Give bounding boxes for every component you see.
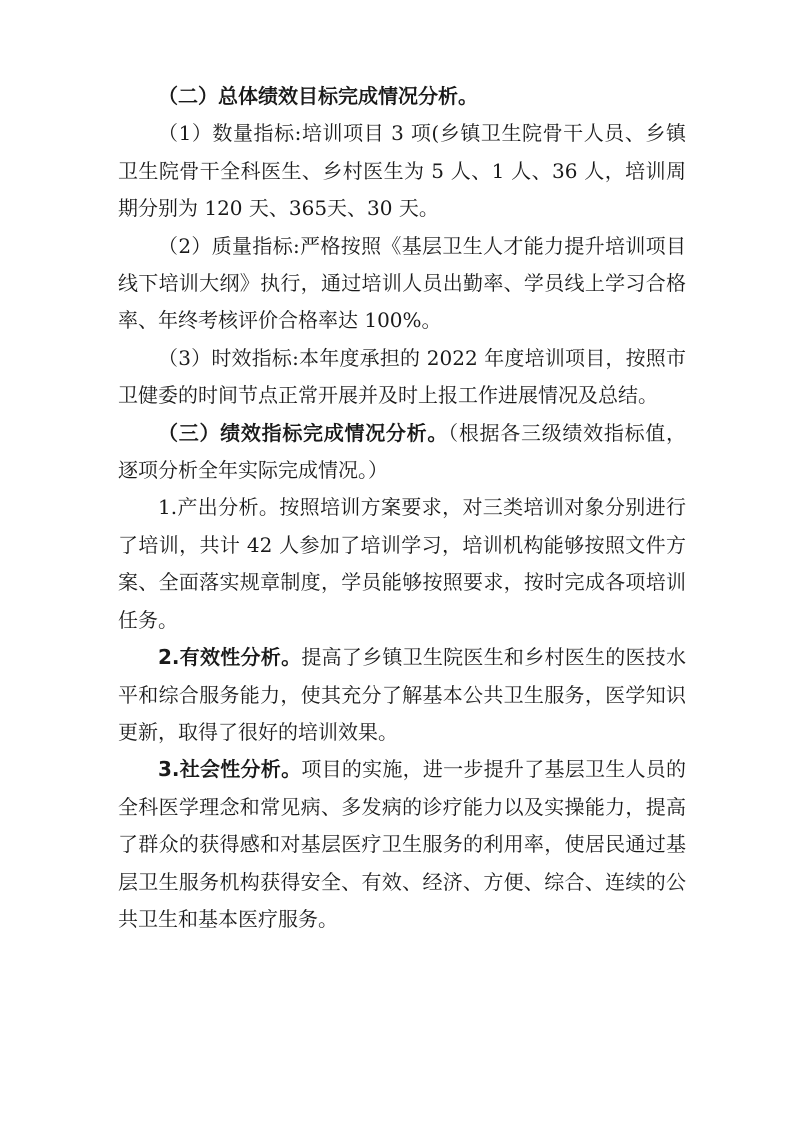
- output-analysis-label: 1.产出分析。: [158, 495, 280, 520]
- social-analysis-text: 项目的实施，进一步提升了基层卫生人员的全科医学理念和常见病、多发病的诊疗能力以及实操能力，提高了群众的获得感和对基层医疗卫生服务的利用率，使居民通过基层卫生服务机构获得安全、有效、经济、方便、综合、连续的公共卫生和基本医疗服务。: [118, 757, 687, 931]
- output-analysis-paragraph: [118, 489, 686, 639]
- output-analysis-text: 按照培训方案要求，对三类培训对象分别进行了培训，共计 42 人参加了培训学习，培训机构能够按照文件方案、全面落实规章制度，学员能够按照要求，按时完成各项培训任务。: [118, 495, 687, 632]
- effectiveness-analysis-text: 提高了乡镇卫生院医生和乡村医生的医技水平和综合服务能力，使其充分了解基本公共卫生服务，医学知识更新，取得了很好的培训效果。: [118, 645, 687, 744]
- social-analysis-paragraph: [118, 751, 686, 938]
- effectiveness-analysis-label: 2.有效性分析。: [158, 645, 302, 670]
- section-3-heading: （三）绩效指标完成情况分析。: [158, 420, 449, 445]
- section-3-note: （根据各三级绩效指标值，逐项分析全年实际完成情况。）: [118, 420, 687, 483]
- section-2-heading: （二）总体绩效目标完成情况分析。: [158, 84, 478, 108]
- timeliness-indicator-paragraph: （3）时效指标:本年度承担的 2022 年度培训项目，按照市卫健委的时间节点正常开展并及时上报工作进展情况及总结。: [118, 345, 686, 408]
- effectiveness-analysis-paragraph: [118, 639, 686, 751]
- document-page: [118, 78, 686, 938]
- quantity-indicator-paragraph: （1）数量指标:培训项目 3 项(乡镇卫生院骨干人员、乡镇卫生院骨干全科医生、乡村医生为 5 人、1 人、36 人，培训周期分别为 120 天、365天、30 天。: [118, 121, 686, 221]
- quality-indicator-paragraph: （2）质量指标:严格按照《基层卫生人才能力提升培训项目线下培训大纲》执行，通过培训人员出勤率、学员线上学习合格率、年终考核评价合格率达 100%。: [118, 233, 686, 333]
- social-analysis-label: 3.社会性分析。: [158, 757, 302, 782]
- section-3-paragraph: [118, 415, 686, 490]
